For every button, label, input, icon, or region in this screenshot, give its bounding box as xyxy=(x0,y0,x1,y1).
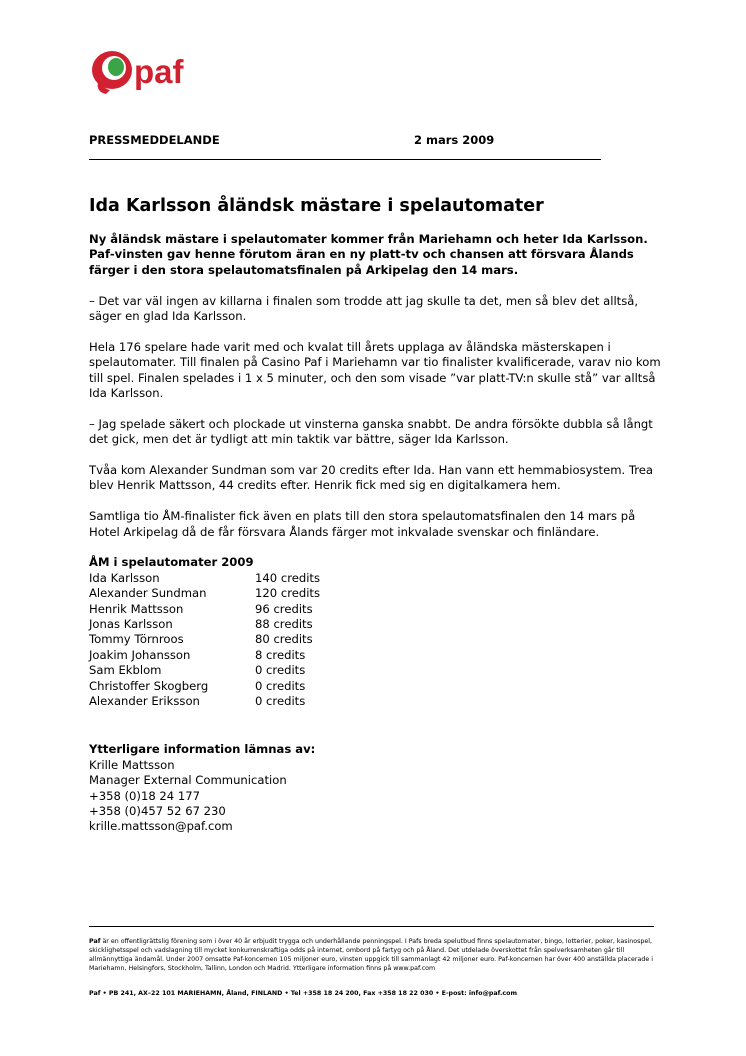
contact-phone: +358 (0)18 24 177 xyxy=(89,788,200,803)
results-row xyxy=(89,571,664,586)
paragraph: Hela 176 spelare hade varit med och kvalat till årets upplaga av åländska mästerskapen i spelautomater. Till finalen på Casino Paf i Mariehamn var tio finalister kvalificerade, varav nio kom till spel. Finalen spelades i 1 x 5 minuter, och den som visade ”var platt-TV:n skulle stå” var alltså Ida Karlsson. xyxy=(89,339,661,401)
press-date: 2 mars 2009 xyxy=(414,133,495,147)
results-row xyxy=(89,694,664,709)
contact-role: Manager External Communication xyxy=(89,773,287,788)
lead-paragraph: Ny åländsk mästare i spelautomater kommer från Mariehamn och heter Ida Karlsson. Paf-vinsten gav henne förutom äran en ny platt-tv och chansen att försvara Ålands färger i den stora spelautomatsfinalen på Arkipelag den 14 mars. xyxy=(89,232,648,277)
footer-divider xyxy=(89,926,654,927)
press-header xyxy=(89,133,609,149)
results-row xyxy=(89,617,664,632)
results-row xyxy=(89,602,664,617)
article-body xyxy=(89,232,664,835)
footer-brand: Paf xyxy=(89,938,101,945)
player-credits: 140 credits xyxy=(255,570,320,585)
footer-about xyxy=(89,937,659,973)
player-credits: 88 credits xyxy=(255,617,313,632)
player-name: Henrik Mattsson xyxy=(89,601,184,616)
results-row xyxy=(89,679,664,694)
contact-title: Ytterligare information lämnas av: xyxy=(89,742,316,757)
contact-mobile: +358 (0)457 52 67 230 xyxy=(89,803,226,818)
player-name: Ida Karlsson xyxy=(89,570,160,585)
results-row xyxy=(89,648,664,663)
player-credits: 80 credits xyxy=(255,632,313,647)
player-credits: 0 credits xyxy=(255,663,306,678)
paf-logo xyxy=(88,46,228,98)
contact-name: Krille Mattsson xyxy=(89,757,175,772)
footer-text: är en offentligrättslig förening som i över 40 år erbjudit trygga och underhållande penningspel. I Pafs breda spelutbud finns spelautomater, bingo, lotterier, poker, kasinospel, skicklighetsspel och vadslagning till mycket konkurrenskraftiga odds på internet, ombord på fartyg och på Åland. Det utdelade överskottet från spelverksamheten går till allmännyttiga ändamål. Under 2007 omsatte Paf-koncernen 105 miljoner euro, vinsten uppgick till sammanlagt 42 miljoner euro. Paf-koncernen har över 400 anställda placerade i Mariehamn, Helsingfors, Stockholm, Tallinn, London och Madrid. Ytterligare information finns på www.paf.com xyxy=(89,938,653,972)
page-title: Ida Karlsson åländsk mästare i spelautomater xyxy=(89,196,544,216)
paragraph: – Det var väl ingen av killarna i finalen som trodde att jag skulle ta det, men så blev det alltså, säger en glad Ida Karlsson. xyxy=(89,293,639,324)
player-credits: 0 credits xyxy=(255,678,306,693)
player-name: Christoffer Skogberg xyxy=(89,678,209,693)
player-name: Jonas Karlsson xyxy=(89,617,173,632)
player-credits: 0 credits xyxy=(255,693,306,708)
logo-wordmark: paf xyxy=(134,53,184,90)
results-row xyxy=(89,663,664,678)
player-name: Joakim Johansson xyxy=(89,647,191,662)
header-divider xyxy=(89,159,601,160)
results-row xyxy=(89,586,664,601)
player-name: Alexander Sundman xyxy=(89,586,207,601)
paragraph: Samtliga tio ÅM-finalister fick även en plats till den stora spelautomatsfinalen den 14 mars på Hotel Arkipelag då de får försvara Ålands färger mot inkvalade svenskar och finländare. xyxy=(89,509,636,539)
results-title: ÅM i spelautomater 2009 xyxy=(89,555,254,570)
results-row xyxy=(89,632,664,647)
player-name: Tommy Törnroos xyxy=(89,632,184,647)
player-name: Alexander Eriksson xyxy=(89,693,200,708)
player-credits: 8 credits xyxy=(255,647,306,662)
paragraph: Tvåa kom Alexander Sundman som var 20 credits efter Ida. Han vann ett hemmabiosystem. Trea blev Henrik Mattsson, 44 credits efter. Henrik fick med sig en digitalkamera hem. xyxy=(89,463,653,493)
player-credits: 120 credits xyxy=(255,586,320,601)
player-name: Sam Ekblom xyxy=(89,663,162,678)
footer-address: Paf • PB 241, AX–22 101 MARIEHAMN, Åland, FINLAND • Tel +358 18 24 200, Fax +358 18 22 030 • E-post: info@paf.com xyxy=(89,990,518,997)
contact-email: krille.mattsson@paf.com xyxy=(89,819,233,834)
paragraph: – Jag spelade säkert och plockade ut vinsterna ganska snabbt. De andra försökte dubbla så långt det gick, men det är tydligt att min taktik var bättre, säger Ida Karlsson. xyxy=(89,416,653,447)
press-release-label: PRESSMEDDELANDE xyxy=(89,133,220,147)
results-table xyxy=(89,571,664,710)
footer xyxy=(89,937,659,997)
player-credits: 96 credits xyxy=(255,601,313,616)
